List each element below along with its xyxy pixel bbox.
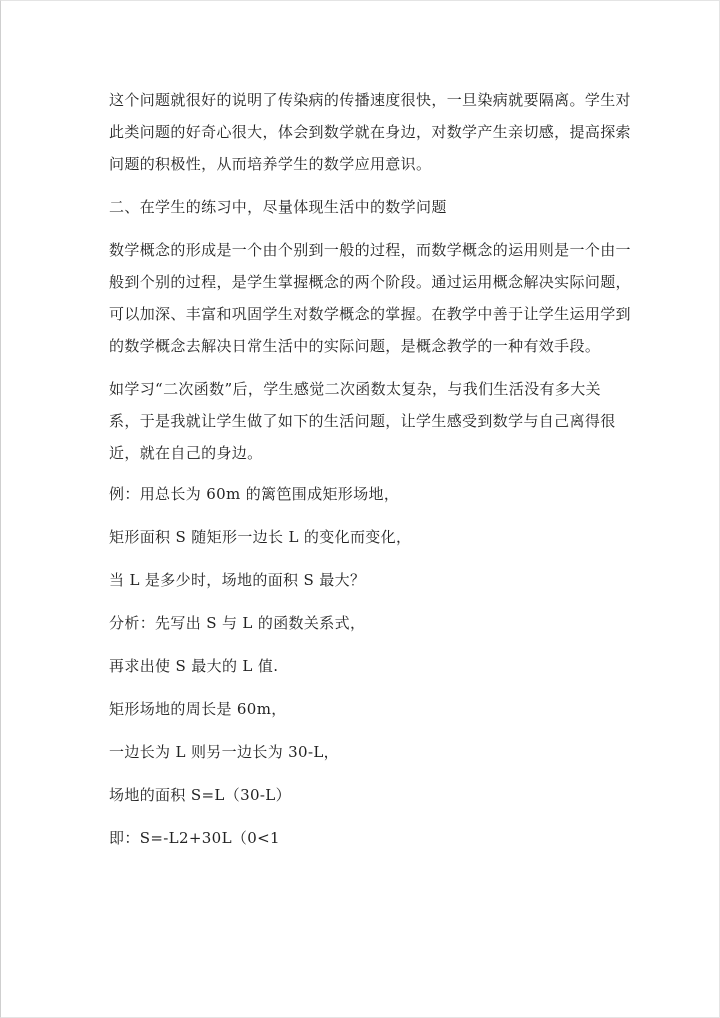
paragraph-concepts <box>109 234 631 362</box>
example-line: 分析：先写出 S 与 L 的函数关系式， <box>109 614 366 632</box>
example-line: 一边长为 L 则另一边长为 30-L， <box>109 743 340 761</box>
heading-text: 二、在学生的练习中，尽量体现生活中的数学问题 <box>109 198 447 216</box>
text-line: 的数学概念去解决日常生活中的实际问题，是概念教学的一种有效手段。 <box>109 337 601 355</box>
document-body <box>109 84 631 865</box>
text-line: 般到个别的过程，是学生掌握概念的两个阶段。通过运用概念解决实际问题， <box>109 273 631 291</box>
example-block <box>109 478 609 854</box>
text-line: 此类问题的好奇心很大，体会到数学就在身边，对数学产生亲切感，提高探索 <box>109 123 631 141</box>
text-line: 可以加深、丰富和巩固学生对数学概念的掌握。在教学中善于让学生运用学到 <box>109 305 631 323</box>
text-line: 如学习“二次函数”后，学生感觉二次函数太复杂，与我们生活没有多大关 <box>109 380 601 398</box>
paragraph-transmission <box>109 84 631 180</box>
text-line: 近，就在自己的身边。 <box>109 444 263 462</box>
section-heading <box>109 191 609 223</box>
example-line: 再求出使 S 最大的 L 值. <box>109 657 279 675</box>
example-line: 场地的面积 S=L（30-L） <box>109 786 291 804</box>
paragraph-quadratic <box>109 373 616 469</box>
example-line: 当 L 是多少时，场地的面积 S 最大？ <box>109 571 366 589</box>
example-line: 矩形场地的周长是 60m， <box>109 700 287 718</box>
example-line: 即：S=-L2+30L（0<1 <box>109 829 280 847</box>
text-line: 这个问题就很好的说明了传染病的传播速度很快，一旦染病就要隔离。学生对 <box>109 91 631 109</box>
text-line: 数学概念的形成是一个由个别到一般的过程，而数学概念的运用则是一个由一 <box>109 241 631 259</box>
example-line: 矩形面积 S 随矩形一边长 L 的变化而变化， <box>109 528 412 546</box>
text-line: 问题的积极性，从而培养学生的数学应用意识。 <box>109 155 432 173</box>
text-line: 系，于是我就让学生做了如下的生活问题，让学生感受到数学与自己离得很 <box>109 412 616 430</box>
example-line: 例：用总长为 60m 的篱笆围成矩形场地， <box>109 485 400 503</box>
